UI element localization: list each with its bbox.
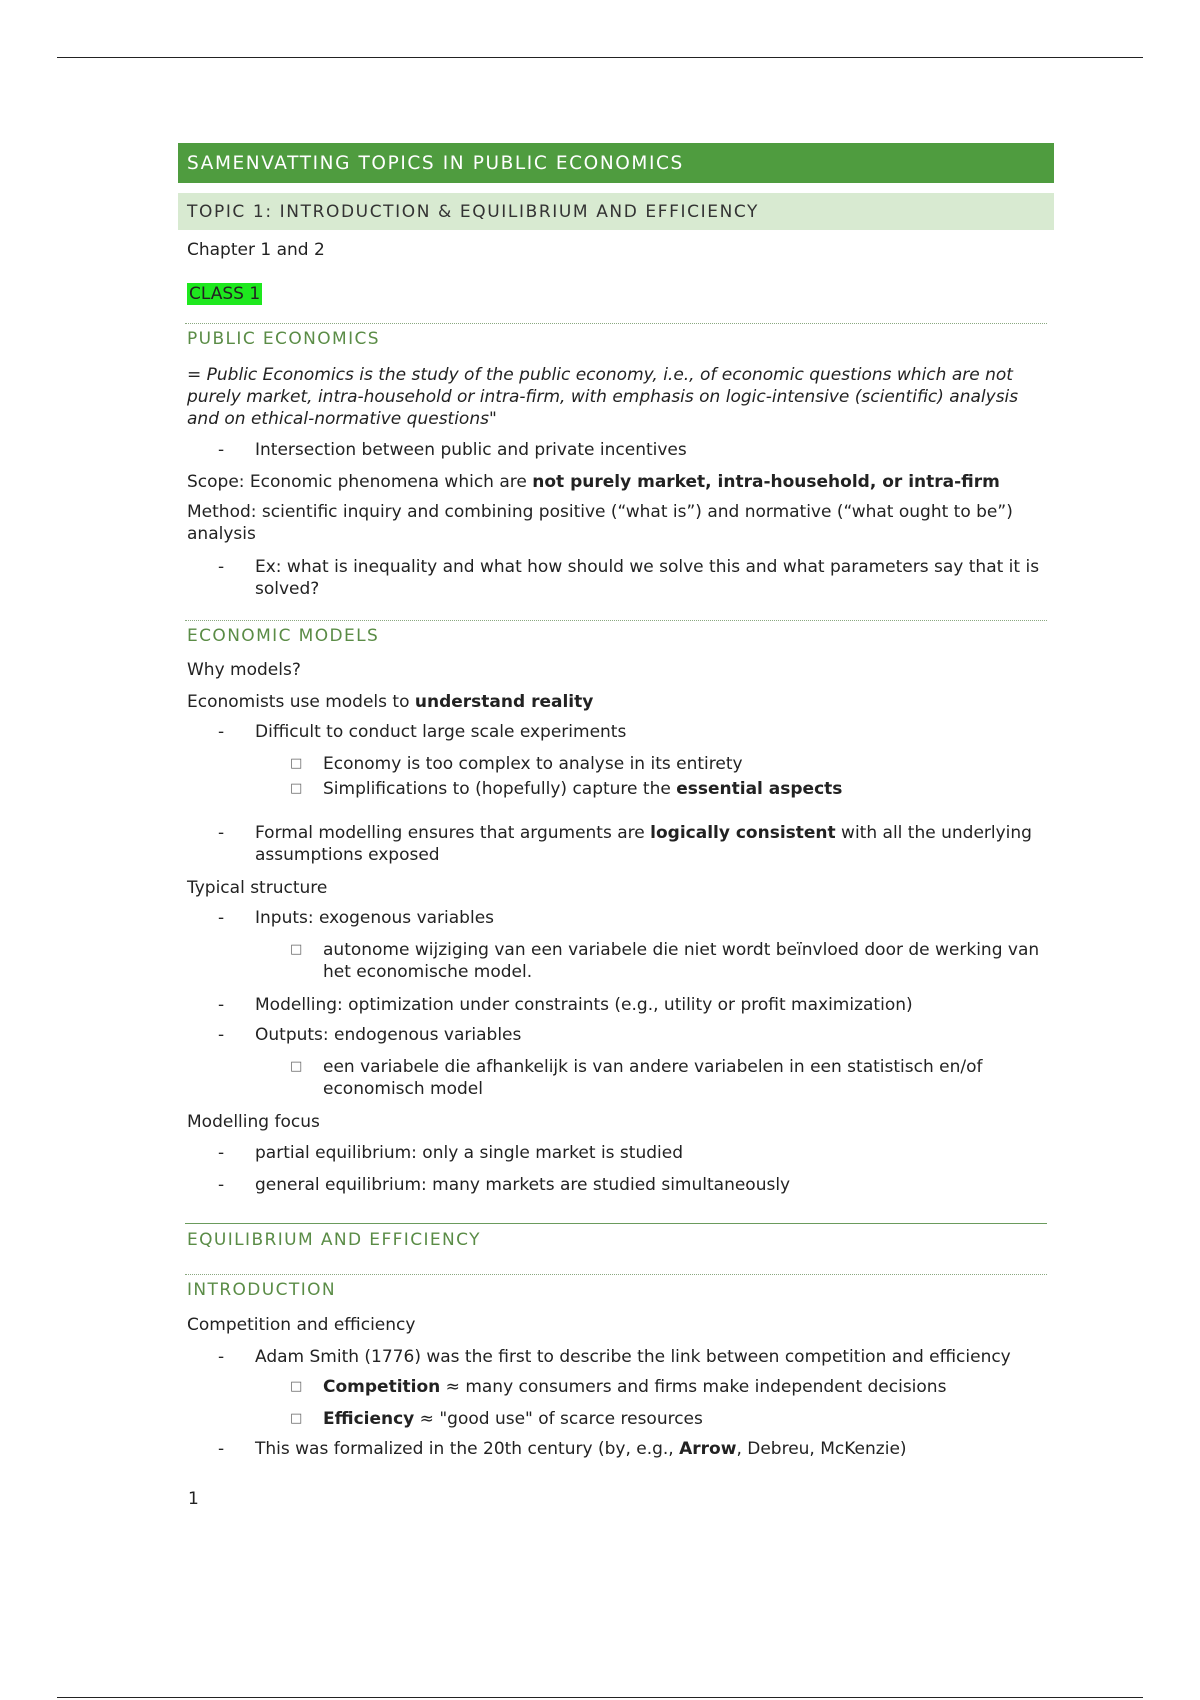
square-bullet-icon: □ [290, 1379, 303, 1394]
bullet-dash: - [218, 440, 225, 460]
efficiency-rest: ≈ "good use" of scarce resources [414, 1409, 703, 1429]
sub-bullet-inputs: autonome wijziging van een variabele die niet wordt beïnvloed door de werking van het economische model. [323, 940, 1040, 982]
bullet-dash: - [218, 823, 225, 843]
sub-bullet-simplifications [323, 778, 842, 800]
modelling-focus-text: Modelling focus [187, 1112, 320, 1132]
bullet-formalized [255, 1438, 907, 1460]
competition-bold: Competition [323, 1377, 441, 1397]
formal-bold: logically consistent [650, 823, 836, 843]
chapters-text: Chapter 1 and 2 [187, 240, 325, 260]
bullet-dash: - [218, 1143, 225, 1163]
formalized-prefix: This was formalized in the 20th century (by, e.g., [255, 1439, 680, 1459]
sub-bullet-competition [323, 1376, 946, 1398]
efficiency-bold: Efficiency [323, 1409, 415, 1429]
definition-text: = Public Economics is the study of the public economy, i.e., of economic questions which are not purely market, intra-household or intra-firm, with emphasis on logic-intensive (scientific) analysis and on ethical-normative questions" [187, 365, 1019, 429]
section-divider [185, 1274, 1047, 1275]
typical-structure-text: Typical structure [187, 878, 328, 898]
section-divider-solid [185, 1223, 1047, 1224]
formalized-suffix: , Debreu, McKenzie) [736, 1439, 907, 1459]
bullet-dash: - [218, 1347, 225, 1367]
formalized-bold: Arrow [679, 1439, 737, 1459]
bullet-difficult: Difficult to conduct large scale experiments [255, 722, 627, 742]
square-bullet-icon: □ [290, 781, 303, 796]
page-number: 1 [188, 1489, 199, 1509]
competition-efficiency-text: Competition and efficiency [187, 1315, 416, 1335]
top-rule [57, 57, 1143, 58]
bullet-formal [255, 822, 1045, 866]
bullet-dash: - [218, 1025, 225, 1045]
bullet-adam-smith: Adam Smith (1776) was the first to describe the link between competition and efficiency [255, 1347, 1011, 1367]
bullet-partial: partial equilibrium: only a single market is studied [255, 1143, 683, 1163]
formal-prefix: Formal modelling ensures that arguments are [255, 823, 651, 843]
topic-heading: TOPIC 1: INTRODUCTION & EQUILIBRIUM AND EFFICIENCY [178, 193, 1054, 230]
use-bold: understand reality [414, 692, 594, 712]
square-bullet-icon: □ [290, 756, 303, 771]
bullet-dash: - [218, 1175, 225, 1195]
bottom-rule [57, 1697, 1143, 1698]
bullet-dash: - [218, 722, 225, 742]
simpl-prefix: Simplifications to (hopefully) capture the [323, 779, 677, 799]
use-prefix: Economists use models to [187, 692, 415, 712]
section-divider [185, 323, 1047, 324]
sub-bullet-complex: Economy is too complex to analyse in its entirety [323, 754, 743, 774]
economic-models-heading: ECONOMIC MODELS [187, 626, 380, 646]
introduction-heading: INTRODUCTION [187, 1280, 337, 1300]
class-label: CLASS 1 [189, 284, 261, 304]
bullet-example: Ex: what is inequality and what how should we solve this and what parameters say that it is solved? [255, 557, 1040, 599]
bullet-dash: - [218, 557, 225, 577]
scope-bold: not purely market, intra-household, or intra-firm [532, 472, 1000, 492]
bullet-outputs: Outputs: endogenous variables [255, 1025, 522, 1045]
use-models-text [187, 691, 593, 713]
bullet-dash: - [218, 995, 225, 1015]
class-label-line [187, 283, 262, 305]
why-models-text: Why models? [187, 660, 301, 680]
method-text: Method: scientific inquiry and combining positive (“what is”) and normative (“what ought to be”) analysis [187, 502, 1013, 544]
scope-prefix: Scope: Economic phenomena which are [187, 472, 533, 492]
bullet-general: general equilibrium: many markets are studied simultaneously [255, 1175, 791, 1195]
sub-bullet-efficiency [323, 1408, 703, 1430]
bullet-dash: - [218, 1439, 225, 1459]
document-title: SAMENVATTING TOPICS IN PUBLIC ECONOMICS [178, 143, 1054, 183]
square-bullet-icon: □ [290, 1059, 303, 1074]
square-bullet-icon: □ [290, 942, 303, 957]
equilibrium-heading: EQUILIBRIUM AND EFFICIENCY [187, 1230, 481, 1250]
square-bullet-icon: □ [290, 1411, 303, 1426]
bullet-dash: - [218, 908, 225, 928]
bullet-intersection: Intersection between public and private incentives [255, 440, 687, 460]
formal-suffix: with all the underlying assumptions exposed [255, 823, 1032, 865]
bullet-modelling: Modelling: optimization under constraints (e.g., utility or profit maximization) [255, 995, 913, 1015]
competition-rest: ≈ many consumers and firms make independent decisions [440, 1377, 947, 1397]
simpl-bold: essential aspects [676, 779, 843, 799]
public-economics-heading: PUBLIC ECONOMICS [187, 329, 380, 349]
sub-bullet-outputs: een variabele die afhankelijk is van andere variabelen in een statistisch en/of economisch model [323, 1057, 983, 1099]
section-divider [185, 620, 1047, 621]
scope-text [187, 471, 1000, 493]
bullet-inputs: Inputs: exogenous variables [255, 908, 495, 928]
